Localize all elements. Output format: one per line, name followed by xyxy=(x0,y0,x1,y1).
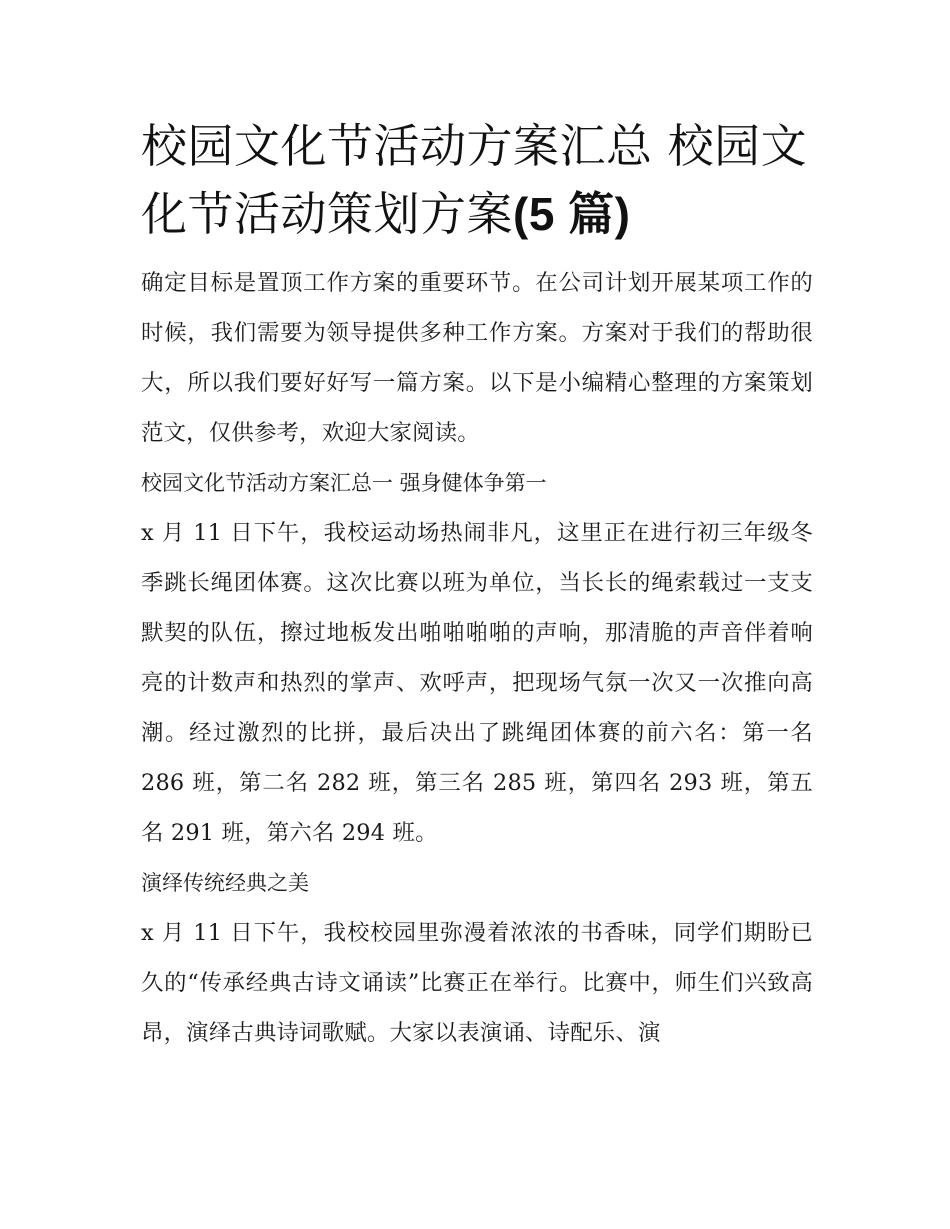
document-title-text: 校园文化节活动方案汇总 校园文化节活动策划方案 xyxy=(141,119,808,241)
document-title-count: (5 篇) xyxy=(513,188,631,240)
section-heading-1: 校园文化节活动方案汇总一 强身健体争第一 xyxy=(141,471,547,495)
section-heading-2: 演绎传统经典之美 xyxy=(141,871,309,895)
intro-paragraph: 确定目标是置顶工作方案的重要环节。在公司计划开展某项工作的时候，我们需要为领导提供多种工作方案。方案对于我们的帮助很大，所以我们要好好写一篇方案。以下是小编精心整理的方案策划范文，仅供参考，欢迎大家阅读。 xyxy=(141,270,813,446)
document-page xyxy=(141,112,813,1058)
section-body-1: x 月 11 日下午，我校运动场热闹非凡，这里正在进行初三年级冬季跳长绳团体赛。这次比赛以班为单位，当长长的绳索载过一支支默契的队伍，擦过地板发出啪啪啪啪的声响，那清脆的声音伴着响亮的计数声和热烈的掌声、欢呼声，把现场气氛一次又一次推向高潮。经过激烈的比拼，最后决出了跳绳团体赛的前六名：第一名 286 班，第二名 282 班，第三名 285 班，第四名 293 班，第五名 291 班，第六名 294 班。 xyxy=(141,520,813,846)
section-body-2: x 月 11 日下午，我校校园里弥漫着浓浓的书香味，同学们期盼已久的“传承经典古诗文诵读”比赛正在举行。比赛中，师生们兴致高昂，演绎古典诗词歌赋。大家以表演诵、诗配乐、演 xyxy=(141,920,813,1046)
document-title xyxy=(141,112,813,248)
